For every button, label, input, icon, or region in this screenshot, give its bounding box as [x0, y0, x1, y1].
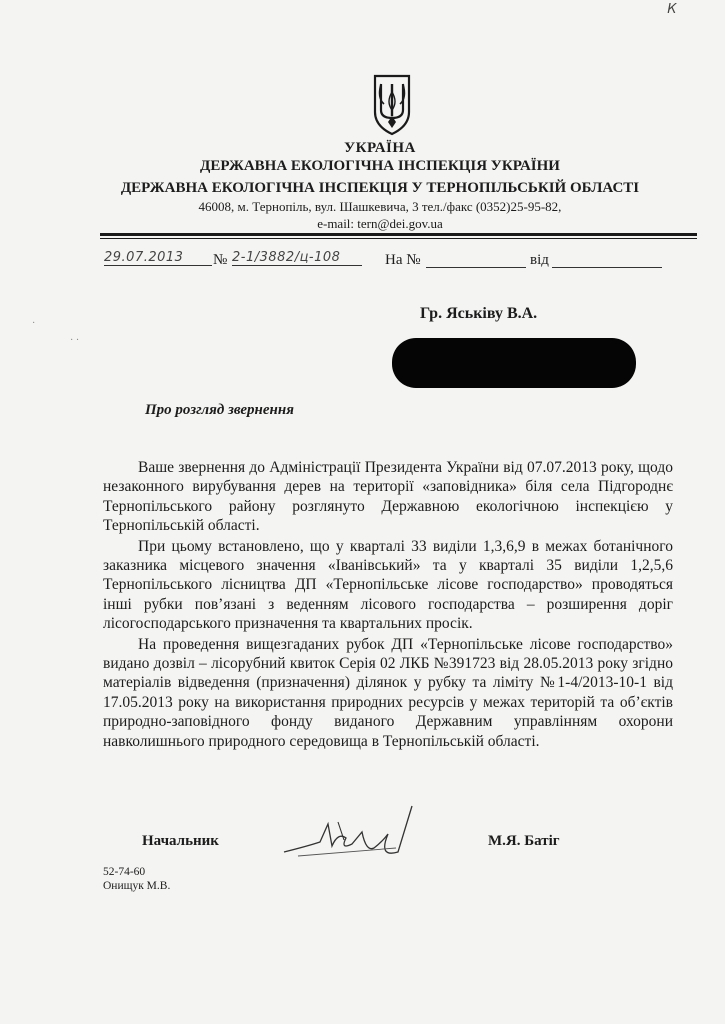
signatory-name: М.Я. Батіг — [488, 833, 560, 849]
reference-date-label: від — [530, 252, 549, 268]
registration-date: 29.07.2013 — [104, 250, 212, 266]
reference-number-label: На № — [385, 252, 421, 268]
header-divider-thin — [100, 238, 697, 239]
redacted-address-block — [392, 338, 636, 388]
body-paragraph: На проведення вищезгаданих рубок ДП «Тернопільське лісове господарство» видано дозвіл – лісорубний квиток Серія 02 ЛКБ №391723 від 28.05.2013 року згідно матеріалів відведення (призначення) ділянок у рубку та ліміту №1-4/2013-10-1 від 17.05.2013 року на використання природних ресурсів у межах територій та об’єктів природно-заповідного фонду виданого Державним управлінням охорони навколишнього природного середовища в Тернопільській області. — [103, 635, 673, 750]
body-paragraph: При цьому встановлено, що у кварталі 33 виділи 1,3,6,9 в межах ботанічного заказника місцевого значення «Іванівський» та у кварталі 35 виділи 1,2,5,6 Тернопільського лісництва ДП «Тернопільське лісове господарство» проводяться інші рубки пов’язані з веденням лісового господарства – розширення доріг лісогосподарського призначення та квартальних просік. — [103, 537, 673, 633]
ukraine-trident-emblem-icon — [371, 72, 413, 136]
addressee: Гр. Яськіву В.А. — [420, 305, 538, 322]
reference-number-blank — [426, 267, 526, 268]
corner-handwritten-mark: К — [667, 2, 677, 17]
registration-number-label: № — [213, 252, 228, 268]
signatory-title: Начальник — [142, 833, 219, 849]
header-country: УКРАЇНА — [344, 140, 416, 156]
registration-number: 2-1/3882/ц-108 — [232, 250, 362, 266]
header-regional-office: ДЕРЖАВНА ЕКОЛОГІЧНА ІНСПЕКЦІЯ У ТЕРНОПІЛЬСЬКІЙ ОБЛАСТІ — [120, 180, 640, 196]
scan-speck: · — [32, 318, 36, 329]
header-email: e-mail: tern@dei.gov.ua — [317, 216, 443, 231]
executor-phone: 52-74-60 — [103, 866, 146, 878]
header-agency: ДЕРЖАВНА ЕКОЛОГІЧНА ІНСПЕКЦІЯ УКРАЇНИ — [200, 158, 560, 174]
letter-subject: Про розгляд звернення — [145, 402, 294, 418]
header-address: 46008, м. Тернопіль, вул. Шашкевича, 3 тел./факс (0352)25-95-82, — [198, 199, 562, 214]
reference-date-blank — [552, 267, 662, 268]
scan-speck: · · — [70, 335, 80, 346]
letter-body — [103, 458, 673, 752]
handwritten-signature — [278, 802, 418, 872]
header-divider-thick — [100, 233, 697, 236]
executor-name: Онищук М.В. — [103, 880, 171, 892]
body-paragraph: Ваше звернення до Адміністрації Президента України від 07.07.2013 року, щодо незаконного вирубування дерев на території «заповідника» біля села Підгороднє Тернопільського району розглянуто Державною екологічною інспекцією у Тернопільській області. — [103, 459, 673, 535]
